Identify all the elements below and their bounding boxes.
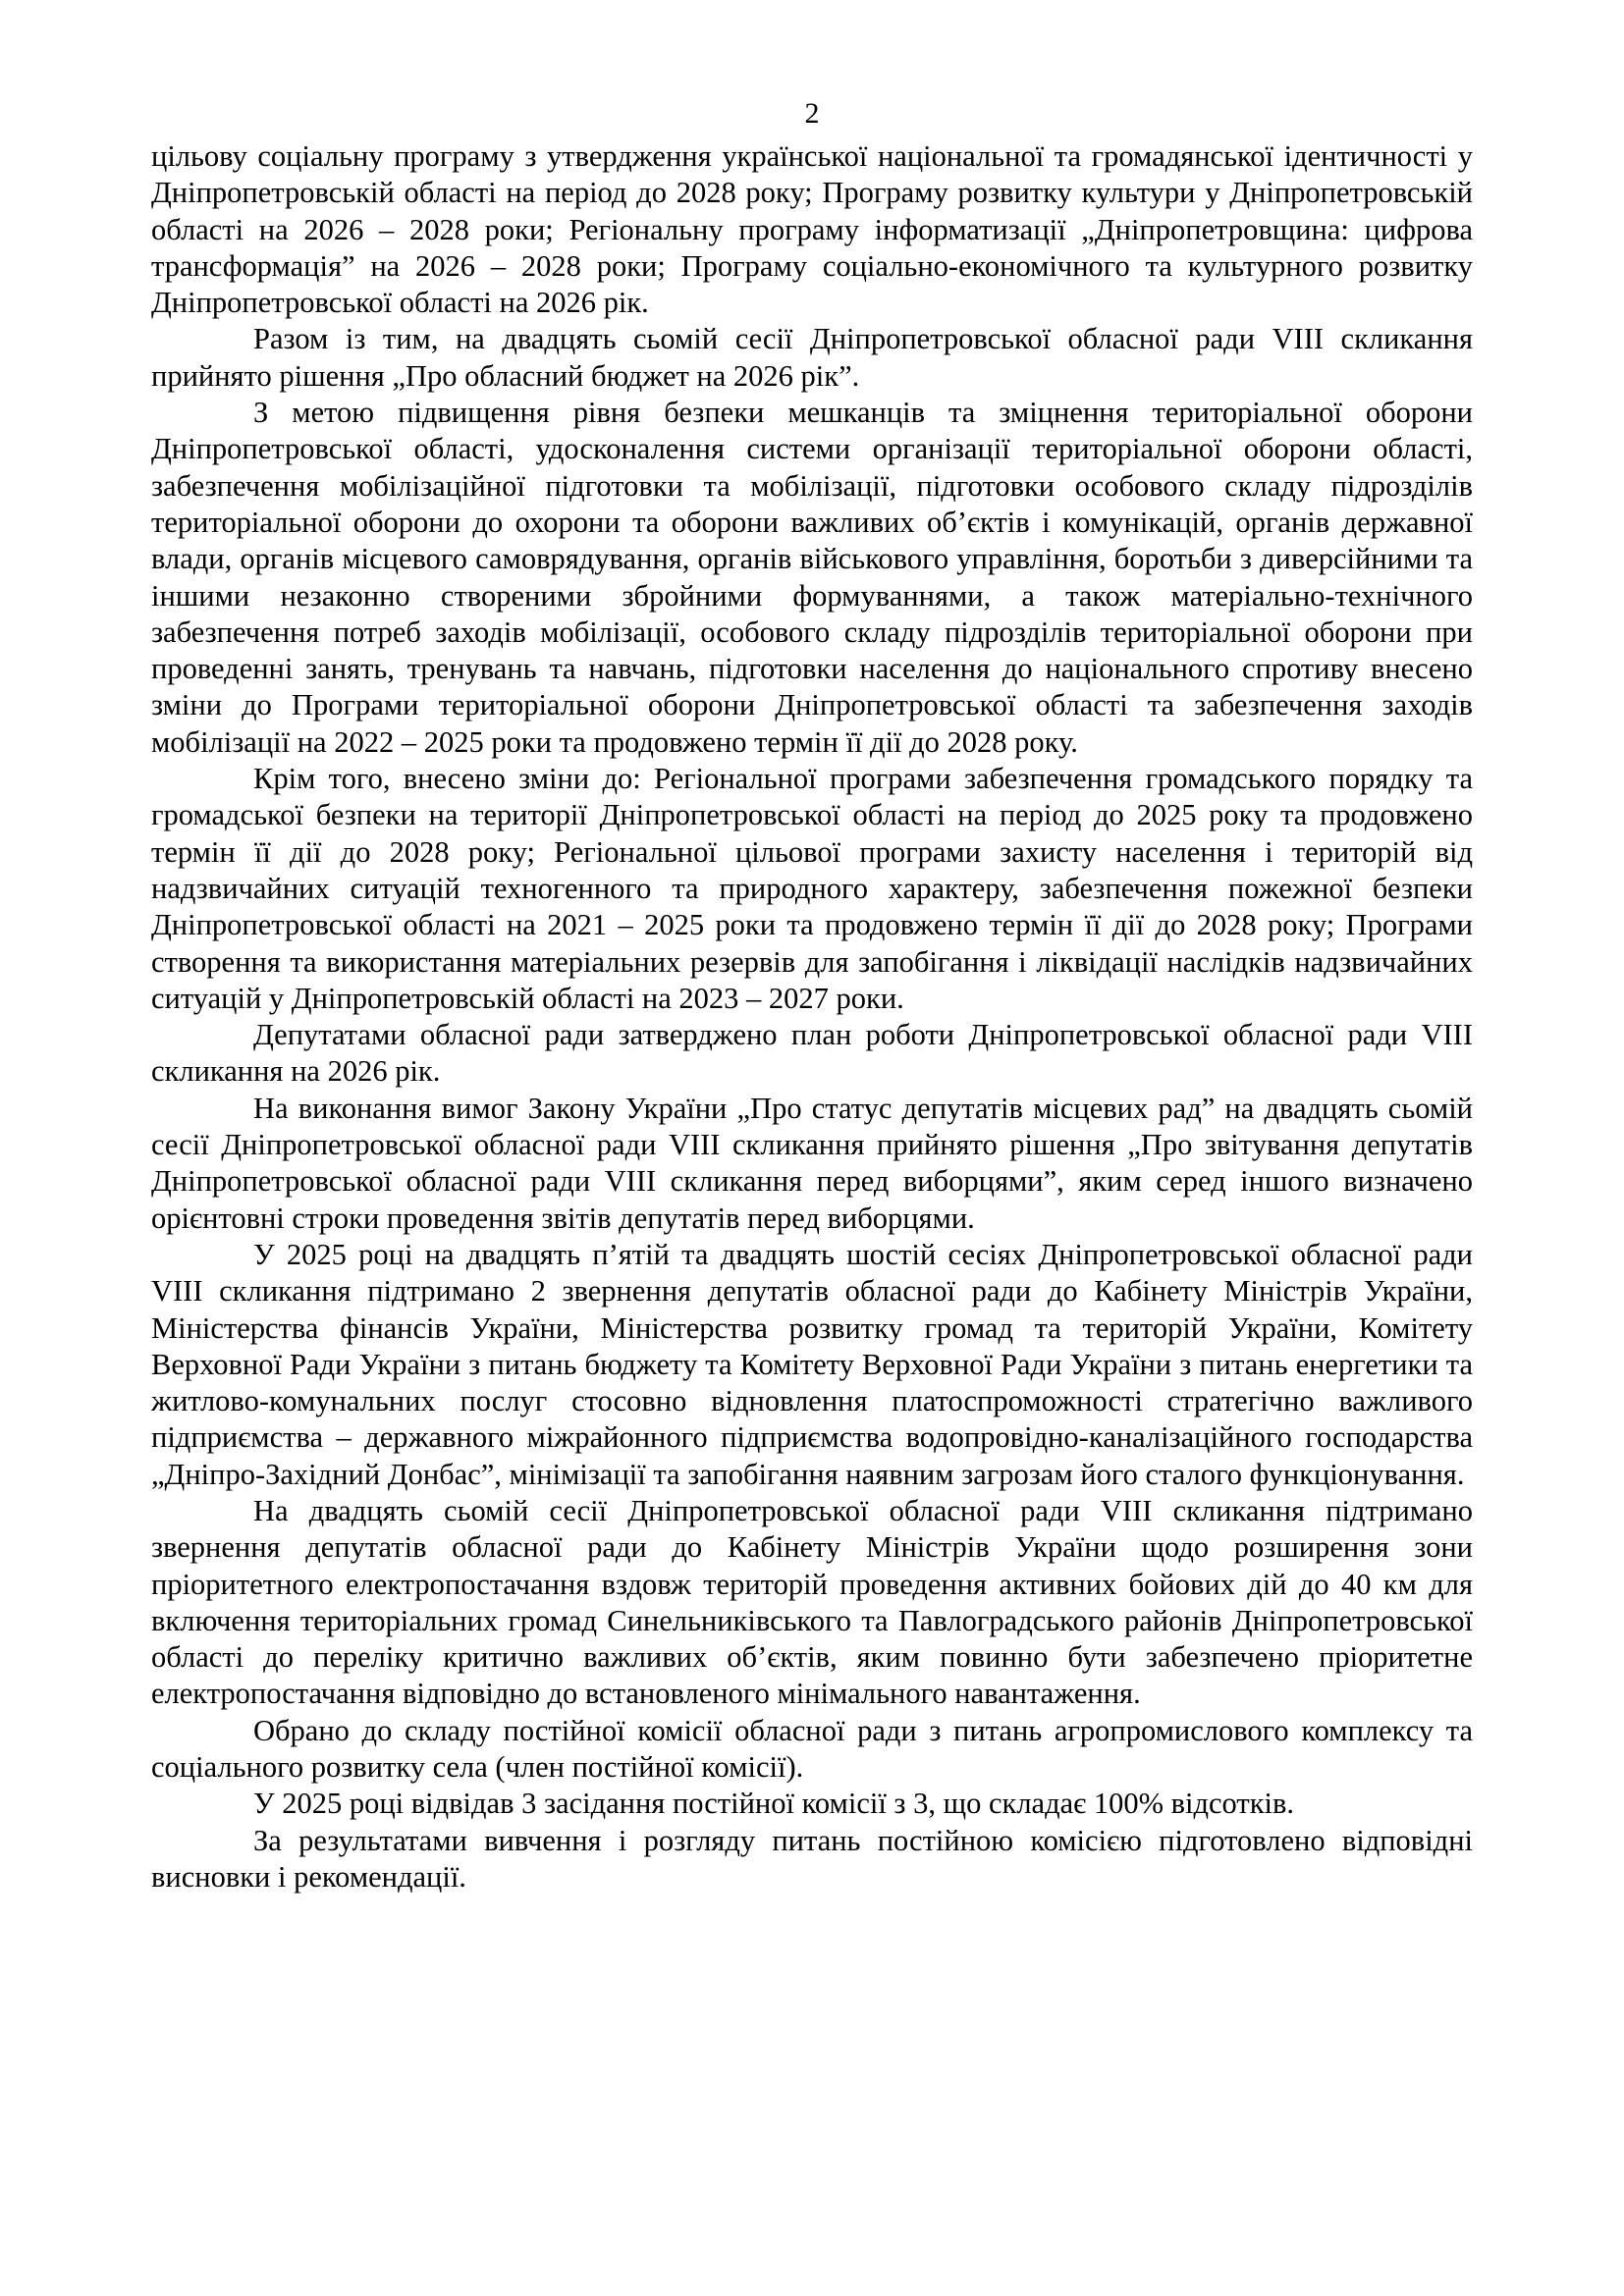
paragraph: Крім того, внесено зміни до: Регіональної програми забезпечення громадського порядку та громадської безпеки на території Дніпропетровської області на період до 2025 року та продовжено термін її дії до 2028 року; Регіональної цільової програми захисту населення і територій від надзвичайних ситуацій техногенного та природного характеру, забезпечення пожежної безпеки Дніпропетровської області на 2021 – 2025 роки та продовжено термін її дії до 2028 року; Програми створення та використання матеріальних резервів для запобігання і ліквідації наслідків надзвичайних ситуацій у Дніпропетровській області на 2023 – 2027 роки. — [151, 762, 1473, 1015]
paragraph: На двадцять сьомій сесії Дніпропетровської обласної ради VIII скликання підтримано звернення депутатів обласної ради до Кабінету Міністрів України щодо розширення зони пріоритетного електропостачання вздовж територій проведення активних бойових дій до 40 км для включення територіальних громад Синельниківського та Павлоградського районів Дніпропетровської області до переліку критично важливих об’єктів, яким повинно бути забезпечено пріоритетне електропостачання відповідно до встановленого мінімального навантаження. — [151, 1493, 1473, 1711]
document-body — [151, 138, 1473, 1896]
page-number: 2 — [804, 97, 820, 130]
paragraph: На виконання вимог Закону України „Про статус депутатів місцевих рад” на двадцять сьомій сесії Дніпропетровської обласної ради VIII скликання прийнято рішення „Про звітування депутатів Дніпропетровської обласної ради VIII скликання перед виборцями”, яким серед іншого визначено орієнтовні строки проведення звітів депутатів перед виборцями. — [151, 1091, 1473, 1235]
paragraph: Депутатами обласної ради затверджено план роботи Дніпропетровської обласної ради VIII скликання на 2026 рік. — [151, 1018, 1473, 1089]
paragraph: У 2025 році відвідав 3 засідання постійної комісії з 3, що складає 100% відсотків. — [253, 1787, 1295, 1821]
paragraph: Разом із тим, на двадцять сьомій сесії Дніпропетровської обласної ради VIII скликання прийнято рішення „Про обласний бюджет на 2026 рік”. — [151, 322, 1473, 393]
paragraph-continued: цільову соціальну програму з утвердження української національної та громадянської ідентичності у Дніпропетровській області на період до 2028 року; Програму розвитку культури у Дніпропетровській області на 2026 – 2028 роки; Регіональну програму інформатизації „Дніпропетровщина: цифрова трансформація” на 2026 – 2028 роки; Програму соціально-економічного та культурного розвитку Дніпропетровської області на 2026 рік. — [151, 139, 1473, 320]
paragraph: У 2025 році на двадцять п’ятій та двадцять шостій сесіях Дніпропетровської обласної ради VIII скликання підтримано 2 звернення депутатів обласної ради до Кабінету Міністрів України, Міністерства фінансів України, Міністерства розвитку громад та територій України, Комітету Верховної Ради України з питань бюджету та Комітету Верховної Ради України з питань енергетики та житлово-комунальних послуг стосовно відновлення платоспроможності стратегічно важливого підприємства – державного міжрайонного підприємства водопровідно-каналізаційного господарства „Дніпро-Західний Донбас”, мінімізації та запобігання наявним загрозам його сталого функціонування. — [151, 1237, 1473, 1491]
paragraph: За результатами вивчення і розгляду питань постійною комісією підготовлено відповідні висновки і рекомендації. — [151, 1823, 1473, 1894]
paragraph: Обрано до складу постійної комісії обласної ради з питань агропромислового комплексу та соціального розвитку села (член постійної комісії). — [151, 1713, 1473, 1785]
paragraph: З метою підвищення рівня безпеки мешканців та зміцнення територіальної оборони Дніпропетровської області, удосконалення системи організації територіальної оборони області, забезпечення мобілізаційної підготовки та мобілізації, підготовки особового складу підрозділів територіальної оборони до охорони та оборони важливих об’єктів і комунікацій, органів державної влади, органів місцевого самоврядування, органів військового управління, боротьби з диверсійними та іншими незаконно створеними збройними формуваннями, а також матеріально-технічного забезпечення потреб заходів мобілізації, особового складу підрозділів територіальної оборони при проведенні занять, тренувань та навчань, підготовки населення до національного спротиву внесено зміни до Програми територіальної оборони Дніпропетровської області та забезпечення заходів мобілізації на 2022 – 2025 роки та продовжено термін її дії до 2028 року. — [151, 396, 1473, 759]
